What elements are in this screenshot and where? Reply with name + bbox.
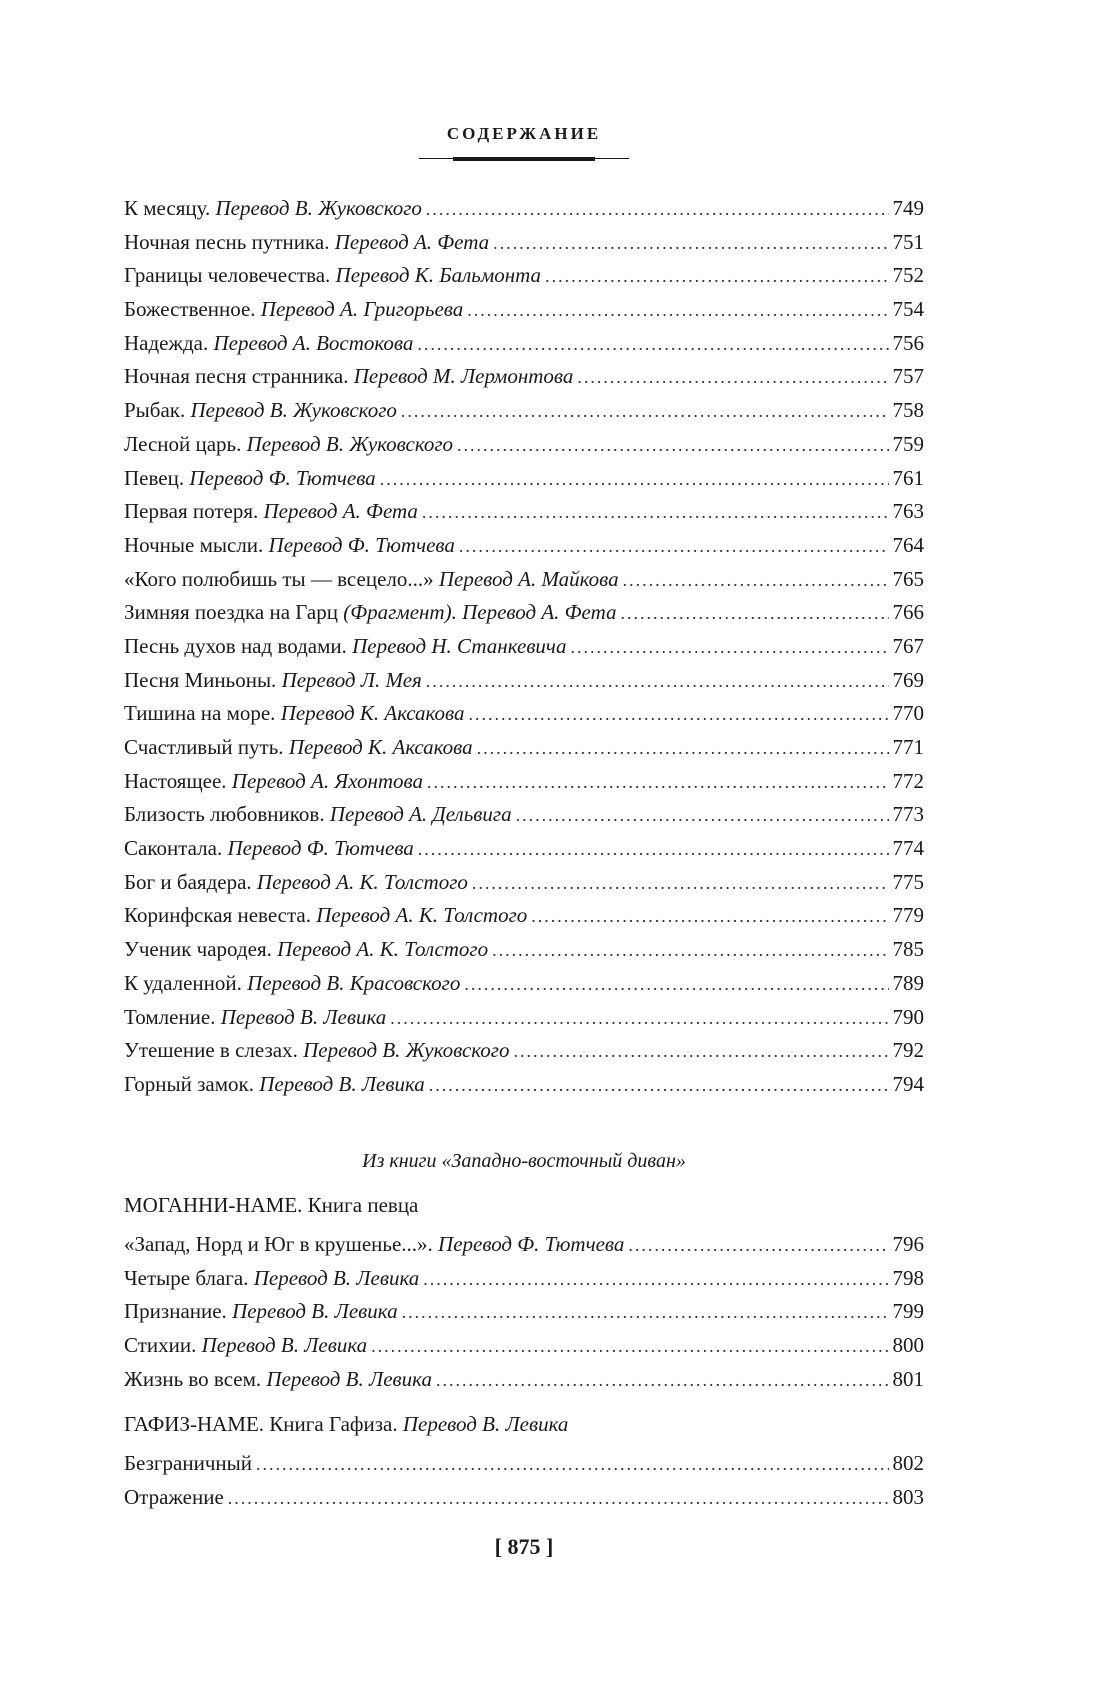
running-head: СОДЕРЖАНИЕ [446, 124, 602, 143]
dot-leader [628, 1229, 888, 1263]
page-ref: 792 [892, 1038, 924, 1063]
dot-leader [570, 631, 888, 665]
dot-leader [621, 597, 889, 631]
translator: Перевод А. Майкова [438, 566, 619, 591]
page-ref: 794 [892, 1071, 924, 1096]
toc-entry-title [124, 428, 453, 462]
poem-title: Ночные мысли. [124, 532, 264, 557]
translator: Перевод Ф. Тютчева [438, 1232, 625, 1256]
dot-leader [492, 934, 888, 968]
dot-leader [417, 328, 888, 362]
dot-leader [623, 564, 889, 598]
page-ref: 752 [892, 263, 924, 288]
translator: Перевод М. Лермонтова [353, 364, 574, 389]
dot-leader [436, 1364, 889, 1398]
toc-entry [124, 1481, 924, 1515]
toc-entry-title [124, 462, 376, 496]
toc-entry-title [124, 1329, 367, 1363]
translator: Перевод А. К. Толстого [277, 937, 489, 962]
page-ref: 766 [892, 600, 924, 625]
toc-list [124, 192, 924, 1102]
dot-leader [426, 665, 889, 699]
toc-entry-title [124, 832, 414, 866]
toc-entry-title [124, 1295, 398, 1329]
toc-list-book2 [124, 1447, 924, 1514]
translator: Перевод А. К. Толстого [316, 903, 528, 928]
translator: Перевод В. Левика [232, 1299, 398, 1324]
toc-entry [124, 226, 924, 260]
page-number: [ 875 ] [494, 1534, 554, 1559]
toc-entry-title [124, 1068, 425, 1102]
book-page [124, 0, 924, 1696]
toc-entry-title [124, 529, 455, 563]
toc-entry [124, 327, 924, 361]
book-heading-gafiz [124, 1412, 568, 1437]
page-ref: 757 [892, 364, 924, 389]
dot-leader [516, 799, 889, 833]
poem-title: Признание. [124, 1299, 227, 1324]
book-heading-text: ГАФИЗ-НАМЕ. Книга Гафиза. [124, 1412, 398, 1436]
toc-entry-title [124, 360, 573, 394]
dot-leader [401, 395, 889, 429]
page-ref: 779 [892, 903, 924, 928]
toc-list-book1 [124, 1228, 924, 1396]
dot-leader [429, 1069, 889, 1103]
page-ref: 801 [892, 1366, 924, 1391]
dot-leader [531, 900, 888, 934]
toc-entry [124, 933, 924, 967]
translator: Перевод В. Красовского [247, 970, 461, 995]
page-ref: 803 [892, 1484, 924, 1509]
poem-title: Первая потеря. [124, 499, 259, 524]
toc-entry [124, 731, 924, 765]
page-ref: 770 [892, 701, 924, 726]
toc-entry [124, 832, 924, 866]
dot-leader [467, 294, 888, 328]
poem-title: Песнь духов над водами. [124, 633, 347, 658]
page-ref: 771 [892, 735, 924, 759]
toc-entry-title [124, 697, 465, 731]
toc-entry-title [124, 933, 488, 967]
toc-entry-title [124, 192, 422, 226]
poem-title: Границы человечества. [124, 263, 331, 288]
toc-entry [124, 1001, 924, 1035]
running-head-rule-accent [453, 157, 595, 161]
page-ref: 765 [892, 566, 924, 591]
toc-entry [124, 192, 924, 226]
poem-title: Горный замок. [124, 1071, 254, 1096]
toc-entry [124, 899, 924, 933]
poem-title: Рыбак. [124, 398, 186, 423]
translator: Перевод В. Жуковского [246, 431, 454, 456]
toc-entry [124, 630, 924, 664]
poem-title: Стихии. [124, 1333, 197, 1358]
poem-title: Отражение [124, 1484, 224, 1509]
dot-leader [402, 1296, 889, 1330]
dot-leader [418, 833, 889, 867]
toc-entry [124, 967, 924, 1001]
translator: Перевод Ф. Тютчева [189, 465, 376, 490]
poem-title: Тишина на море. [124, 701, 276, 726]
toc-entry [124, 495, 924, 529]
dot-leader [256, 1448, 889, 1482]
translator: Перевод А. Яхонтова [231, 768, 424, 793]
toc-entry-title [124, 765, 423, 799]
toc-entry [124, 1447, 924, 1481]
toc-entry-title [124, 731, 473, 765]
poem-title: Бог и баядера. [124, 869, 252, 894]
dot-leader [423, 1263, 888, 1297]
dot-leader [477, 732, 889, 766]
page-ref: 763 [892, 499, 924, 524]
page-ref: 759 [892, 431, 924, 456]
toc-entry-title [124, 1034, 509, 1068]
dot-leader [513, 1035, 888, 1069]
dot-leader [457, 429, 888, 463]
page-ref: 764 [892, 532, 924, 557]
poem-title: Зимняя поездка на Гарц [124, 600, 338, 625]
translator: Перевод А. Григорьева [260, 297, 464, 322]
translator: Перевод В. Жуковского [190, 398, 397, 423]
page-ref: 767 [892, 633, 924, 658]
book-heading-text: МОГАННИ-НАМЕ. Книга певца [124, 1193, 419, 1217]
toc-entry-title [124, 327, 413, 361]
page-ref: 796 [892, 1232, 924, 1256]
poem-title: Певец. [124, 465, 185, 490]
poem-title: Настоящее. [124, 768, 227, 793]
dot-leader [426, 193, 889, 227]
book-heading-translator: Перевод В. Левика [402, 1412, 569, 1436]
toc-entry [124, 1329, 924, 1363]
toc-entry-title [124, 226, 489, 260]
toc-entry-title [124, 1001, 386, 1035]
poem-title: Коринфская невеста. [124, 903, 312, 928]
translator: Перевод А. Востокова [213, 330, 414, 355]
poem-title: Томление. [124, 1004, 216, 1029]
toc-entry [124, 1295, 924, 1329]
toc-entry [124, 1034, 924, 1068]
toc-entry-title [124, 967, 460, 1001]
toc-entry-title [124, 563, 619, 597]
page-ref: 800 [892, 1333, 924, 1358]
toc-entry [124, 866, 924, 900]
toc-entry-title [124, 394, 397, 428]
toc-entry [124, 798, 924, 832]
toc-entry [124, 1262, 924, 1296]
translator: Перевод Ф. Тютчева [268, 532, 455, 557]
toc-entry-title [124, 1262, 419, 1296]
poem-title: «Запад, Норд и Юг в крушенье...». [124, 1232, 433, 1256]
translator: Перевод Ф. Тютчева [227, 836, 414, 861]
page-ref: 802 [892, 1451, 924, 1475]
poem-title-note: (Фрагмент). [343, 600, 457, 625]
toc-entry-title [124, 630, 566, 664]
dot-leader [469, 698, 889, 732]
poem-title: Утешение в слезах. [124, 1038, 298, 1063]
dot-leader [545, 260, 888, 294]
poem-title: Счастливый путь. [124, 735, 284, 759]
page-ref: 749 [892, 196, 924, 220]
toc-entry-title [124, 1228, 624, 1262]
toc-entry [124, 1363, 924, 1397]
toc-entry [124, 1068, 924, 1102]
poem-title: Близость любовников. [124, 802, 325, 827]
translator: Перевод Л. Мея [281, 667, 422, 692]
page-ref: 789 [892, 970, 924, 995]
page-ref: 799 [892, 1299, 924, 1324]
toc-entry-title [124, 866, 468, 900]
page-ref: 769 [892, 667, 924, 692]
page-ref: 774 [892, 836, 924, 861]
poem-title: К месяцу. [124, 196, 211, 220]
translator: Перевод В. Левика [266, 1366, 432, 1391]
dot-leader [493, 227, 888, 261]
poem-title: «Кого полюбишь ты — всецело...» [124, 566, 434, 591]
poem-title: Лесной царь. [124, 431, 242, 456]
page-ref: 761 [892, 465, 924, 490]
dot-leader [228, 1482, 889, 1516]
poem-title: Ночная песнь путника. [124, 229, 330, 254]
poem-title: Жизнь во всем. [124, 1366, 262, 1391]
poem-title: Безграничный [124, 1451, 252, 1475]
translator: Перевод К. Аксакова [280, 701, 465, 726]
toc-entry-title [124, 596, 617, 630]
toc-entry [124, 259, 924, 293]
page-ref: 754 [892, 297, 924, 322]
toc-entry [124, 394, 924, 428]
page-ref: 751 [892, 229, 924, 254]
page-ref: 785 [892, 937, 924, 962]
translator: Перевод В. Левика [253, 1265, 420, 1290]
page-ref: 773 [892, 802, 924, 827]
translator: Перевод А. Фета [334, 229, 490, 254]
dot-leader [380, 463, 889, 497]
toc-entry [124, 563, 924, 597]
poem-title: Саконтала. [124, 836, 223, 861]
translator: Перевод В. Жуковского [303, 1038, 510, 1063]
toc-entry-title [124, 1447, 252, 1481]
toc-entry [124, 596, 924, 630]
translator: Перевод В. Левика [259, 1071, 425, 1096]
poem-title: Четыре блага. [124, 1265, 249, 1290]
dot-leader [390, 1002, 888, 1036]
book-heading-mogannі [124, 1193, 418, 1218]
dot-leader [422, 496, 889, 530]
dot-leader [371, 1330, 888, 1364]
dot-leader [459, 530, 889, 564]
page-ref: 798 [892, 1265, 924, 1290]
translator: Перевод В. Левика [220, 1004, 387, 1029]
poem-title: Ученик чародея. [124, 937, 272, 962]
dot-leader [577, 361, 888, 395]
page-ref: 790 [892, 1004, 924, 1029]
translator: Перевод В. Жуковского [215, 196, 422, 220]
toc-entry-title [124, 664, 422, 698]
translator: Перевод А. Фета [263, 499, 418, 524]
dot-leader [464, 968, 888, 1002]
dot-leader [472, 867, 889, 901]
toc-entry [124, 697, 924, 731]
toc-entry-title [124, 798, 512, 832]
toc-entry-title [124, 1481, 224, 1515]
page-ref: 772 [892, 768, 924, 793]
toc-entry [124, 529, 924, 563]
poem-title: Божественное. [124, 297, 256, 322]
poem-title: Надежда. [124, 330, 209, 355]
translator: Перевод А. Фета [462, 600, 617, 625]
toc-entry-title [124, 495, 418, 529]
translator: Перевод А. Дельвига [329, 802, 512, 827]
translator: Перевод В. Левика [201, 1333, 368, 1358]
dot-leader [427, 766, 888, 800]
translator: Перевод К. Аксакова [288, 735, 473, 759]
page-ref: 758 [892, 398, 924, 423]
toc-entry [124, 1228, 924, 1262]
toc-entry-title [124, 293, 463, 327]
toc-entry [124, 462, 924, 496]
toc-entry-title [124, 259, 541, 293]
page-ref: 756 [892, 330, 924, 355]
poem-title: К удаленной. [124, 970, 242, 995]
translator: Перевод А. К. Толстого [256, 869, 468, 894]
section-heading: Из книги «Западно-восточный диван» [362, 1150, 686, 1172]
toc-entry [124, 360, 924, 394]
poem-title: Ночная песня странника. [124, 364, 349, 389]
toc-entry-title [124, 899, 527, 933]
toc-entry [124, 428, 924, 462]
toc-entry [124, 765, 924, 799]
toc-entry [124, 293, 924, 327]
translator: Перевод К. Бальмонта [335, 263, 542, 288]
page-ref: 775 [892, 869, 924, 894]
translator: Перевод Н. Станкевича [352, 633, 567, 658]
toc-entry [124, 664, 924, 698]
poem-title: Песня Миньоны. [124, 667, 277, 692]
toc-entry-title [124, 1363, 432, 1397]
